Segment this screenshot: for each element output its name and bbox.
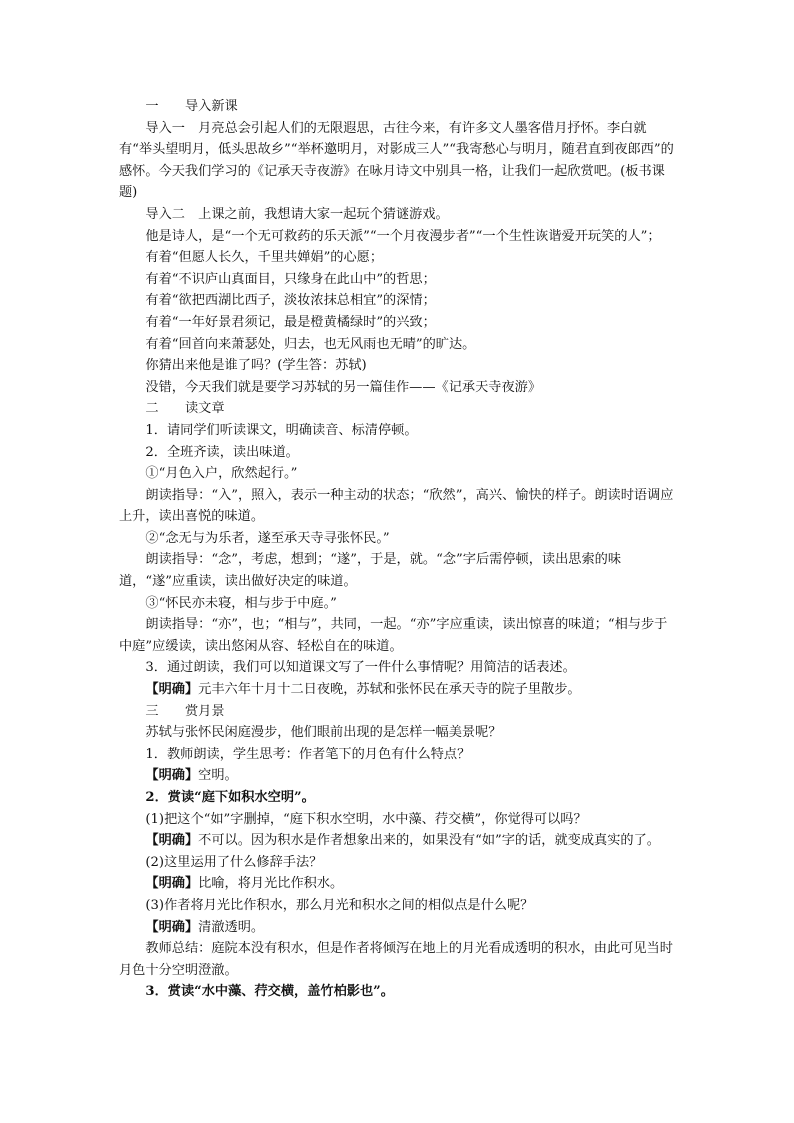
paragraph — [119, 96, 676, 118]
paragraph-text: 3．通过朗读，我们可以知道课文写了一件什么事情呢？用简洁的话表述。 — [145, 660, 576, 676]
paragraph — [119, 269, 676, 291]
paragraph — [119, 247, 676, 269]
paragraph-text: 他是诗人，是“一个无可救药的乐天派”“一个月夜漫步者”“一个生性诙谐爱开玩笑的人”； — [145, 228, 661, 244]
paragraph — [119, 549, 676, 592]
paragraph-text: 有着“回首向来萧瑟处，归去，也无风雨也无晴”的旷达。 — [145, 336, 476, 352]
paragraph — [119, 312, 676, 334]
paragraph — [119, 830, 676, 852]
paragraph — [119, 765, 676, 787]
paragraph-text: 1．教师朗读，学生思考：作者笔下的月色有什么特点？ — [145, 746, 471, 762]
paragraph — [119, 657, 676, 679]
paragraph — [119, 204, 676, 226]
paragraph — [119, 917, 676, 939]
paragraph-text: 导入二 上课之前，我想请大家一起玩个猜谜游戏。 — [145, 206, 449, 222]
paragraph — [119, 744, 676, 766]
paragraph — [119, 485, 676, 528]
paragraph — [119, 787, 676, 809]
paragraph-text: 三 赏月景 — [145, 703, 225, 719]
paragraph-text: 有着“欲把西湖比西子，淡妆浓抹总相宜”的深情； — [145, 293, 436, 309]
paragraph — [119, 290, 676, 312]
paragraph — [119, 593, 676, 615]
paragraph-text: 导入一 月亮总会引起人们的无限遐思，古往今来，有许多文人墨客借月抒怀。李白就有“举头望明月，低头思故乡”“举杯邀明月，对影成三人”“我寄愁心与明月，随君直到夜郎西”的感怀。今天我们学习的《记承天寺夜游》在咏月诗文中别具一格，让我们一起欣赏吧。(板书课题) — [119, 120, 674, 201]
answer-label: 【明确】 — [145, 833, 199, 849]
paragraph — [119, 722, 676, 744]
paragraph-text: 你猜出来他是谁了吗？(学生答：苏轼) — [145, 358, 367, 374]
paragraph-text: ①“月色入户，欣然起行。” — [145, 466, 298, 482]
answer-label: 【明确】 — [145, 919, 199, 935]
paragraph-text: (2)这里运用了什么修辞手法？ — [145, 854, 323, 870]
paragraph-text: 清澈透明。 — [198, 919, 265, 935]
paragraph-text: 3．赏读“水中藻、荇交横，盖竹柏影也”。 — [145, 984, 394, 1000]
paragraph-text: 有着“但愿人长久，千里共婵娟”的心愿； — [145, 250, 384, 266]
paragraph-text: 苏轼与张怀民闲庭漫步，他们眼前出现的是怎样一幅美景呢？ — [145, 725, 502, 741]
paragraph — [119, 614, 676, 657]
paragraph-text: ③“怀民亦未寝，相与步于中庭。” — [145, 595, 337, 611]
paragraph-text: 2．赏读“庭下如积水空明”。 — [145, 790, 315, 805]
paragraph — [119, 442, 676, 464]
paragraph-text: 朗读指导：“入”，照入，表示一种主动的状态；“欣然”，高兴、愉快的样子。朗读时语调应上升，读出喜悦的味道。 — [119, 487, 674, 525]
paragraph-text: 空明。 — [198, 768, 238, 784]
paragraph — [119, 938, 676, 981]
paragraph — [119, 118, 676, 204]
paragraph — [119, 981, 676, 1003]
paragraph — [119, 226, 676, 248]
paragraph — [119, 420, 676, 442]
paragraph-text: 教师总结：庭院本没有积水，但是作者将倾泻在地上的月光看成透明的积水，由此可见当时月色十分空明澄澈。 — [119, 941, 673, 978]
paragraph — [119, 873, 676, 895]
paragraph-text: 有着“一年好景君须记，最是橙黄橘绿时”的兴致； — [145, 314, 436, 330]
paragraph-text: 没错，今天我们就是要学习苏轼的另一篇佳作——《记承天寺夜游》 — [145, 379, 542, 395]
paragraph — [119, 809, 676, 831]
paragraph — [119, 528, 676, 550]
paragraph-text: 一 导入新课 — [145, 99, 238, 114]
paragraph — [119, 701, 676, 723]
paragraph-text: ②“念无与为乐者，遂至承天寺寻张怀民。” — [145, 530, 390, 546]
paragraph-text: 二 读文章 — [145, 401, 225, 417]
answer-label: 【明确】 — [145, 768, 199, 784]
document-body — [119, 96, 676, 1003]
paragraph — [119, 852, 676, 874]
paragraph-text: 元丰六年十月十二日夜晚，苏轼和张怀民在承天寺的院子里散步。 — [198, 682, 581, 698]
paragraph — [119, 398, 676, 420]
paragraph — [119, 355, 676, 377]
paragraph-text: 1．请同学们听读课文，明确读音、标清停顿。 — [145, 422, 418, 438]
paragraph — [119, 679, 676, 701]
answer-label: 【明确】 — [145, 682, 199, 698]
paragraph-text: (1)把这个“如”字删掉，“庭下积水空明，水中藻、荇交横”，你觉得可以吗？ — [145, 811, 587, 827]
paragraph — [119, 334, 676, 356]
answer-label: 【明确】 — [145, 876, 199, 892]
paragraph — [119, 377, 676, 399]
paragraph-text: 朗读指导：“念”，考虑，想到；“遂”，于是，就。“念”字后需停顿，读出思索的味道，“遂”应重读，读出做好决定的味道。 — [119, 552, 622, 590]
paragraph-text: 有着“不识庐山真面目，只缘身在此山中”的哲思； — [145, 271, 436, 287]
paragraph — [119, 895, 676, 917]
paragraph-text: 2．全班齐读，读出味道。 — [145, 444, 299, 460]
paragraph-text: 比喻，将月光比作积水。 — [198, 876, 344, 892]
paragraph — [119, 463, 676, 485]
paragraph-text: 朗读指导：“亦”，也；“相与”，共同，一起。“亦”字应重读，读出惊喜的味道；“相与步于中庭”应缓读，读出悠闲从容、轻松自在的味道。 — [119, 617, 668, 654]
paragraph-text: (3)作者将月光比作积水，那么月光和积水之间的相似点是什么呢？ — [145, 897, 534, 913]
paragraph-text: 不可以。因为积水是作者想象出来的，如果没有“如”字的话，就变成真实的了。 — [198, 833, 660, 849]
